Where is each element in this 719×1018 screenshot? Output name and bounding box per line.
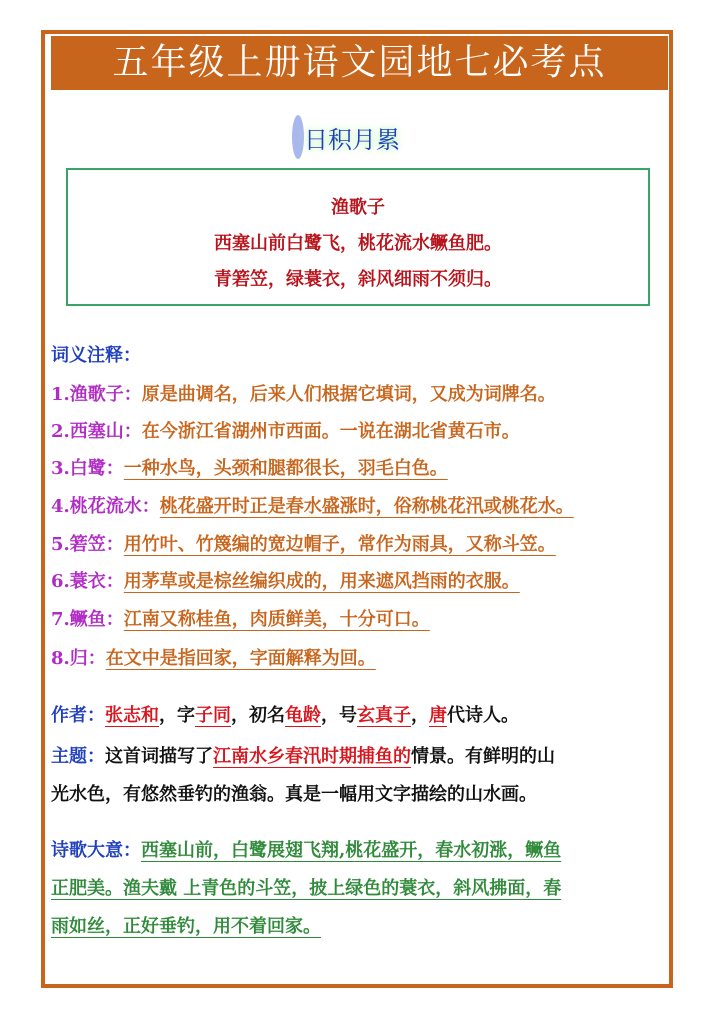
author-zi: 子同 [195,705,231,726]
author-text: ，号 [321,705,357,726]
author-dynasty: 唐 [429,705,447,726]
author-text: ，初名 [231,705,285,726]
theme-text: 情景。有鲜明的山 [411,746,555,767]
note-item [51,493,574,521]
meaning-text: 西塞山前，白鹭展翅飞翔,桃花盛开，春水初涨，鳜鱼 [141,840,562,861]
author-text: ， [411,705,429,726]
note-text: 在文中是指回家，字面解释为回。 [105,648,376,669]
theme-paragraph [51,738,673,814]
section-subtitle: 日积月累 [304,126,400,154]
poem-line-1: 西塞山前白鹭飞，桃花流水鳜鱼肥。 [214,233,502,254]
author-text: ，字 [159,705,195,726]
note-item [51,606,430,634]
theme-text: 光水色，有悠然垂钓的渔翁。真是一幅用文字描绘的山水画。 [51,784,537,805]
note-term: 5.箬笠： [51,534,124,555]
meaning-text: 正肥美。渔夫戴 上青色的斗笠，披上绿色的蓑衣，斜风拂面，春 [51,878,562,899]
author-name: 张志和 [105,705,159,726]
note-term: 1.渔歌子： [51,384,142,405]
poem-line-2: 青箬笠，绿蓑衣，斜风细雨不须归。 [214,269,502,290]
note-term: 3.白鹭： [51,458,124,479]
poem-title: 渔歌子 [331,197,385,218]
note-term: 2.西塞山： [51,421,142,442]
theme-label: 主题： [51,746,105,767]
note-item [51,418,520,446]
page-title: 五年级上册语文园地七必考点 [51,36,668,90]
note-text: 原是曲调名，后来人们根据它填词，又成为词牌名。 [141,384,556,405]
meaning-text: 雨如丝，正好垂钓，用不着回家。 [51,916,321,937]
note-text: 用茅草或是棕丝编织成的，用来遮风挡雨的衣服。 [123,571,520,592]
note-item [51,455,448,483]
note-text: 在今浙江省湖州市西面。一说在湖北省黄石市。 [141,421,520,442]
author-text: 代诗人。 [447,705,519,726]
note-term: 6.蓑衣： [51,571,124,592]
section-heading [290,112,430,162]
note-text: 桃花盛开时正是春水盛涨时，俗称桃花汛或桃花水。 [159,496,574,517]
poem-box [66,168,650,306]
author-chuming: 龟龄 [285,705,321,726]
notes-heading: 词义注释： [51,345,141,366]
note-text: 用竹叶、竹篾编的宽边帽子，常作为雨具，又称斗笠。 [123,534,556,555]
meaning-paragraph [51,832,673,946]
note-term: 7.鳜鱼： [51,609,124,630]
meaning-label: 诗歌大意： [51,840,141,861]
note-term: 8.归： [51,648,106,669]
author-hao: 玄真子 [357,705,411,726]
theme-highlight: 江南水乡春汛时期捕鱼的 [213,746,411,767]
note-text: 一种水鸟，头颈和腿都很长，羽毛白色。 [123,458,448,479]
note-term: 4.桃花流水： [51,496,160,517]
author-label: 作者： [51,705,105,726]
note-item [51,381,556,409]
note-text: 江南又称桂鱼，肉质鲜美，十分可口。 [123,609,430,630]
note-item [51,645,376,673]
note-item [51,531,556,559]
note-item [51,568,520,596]
author-line [51,702,519,730]
theme-text: 这首词描写了 [105,746,213,767]
